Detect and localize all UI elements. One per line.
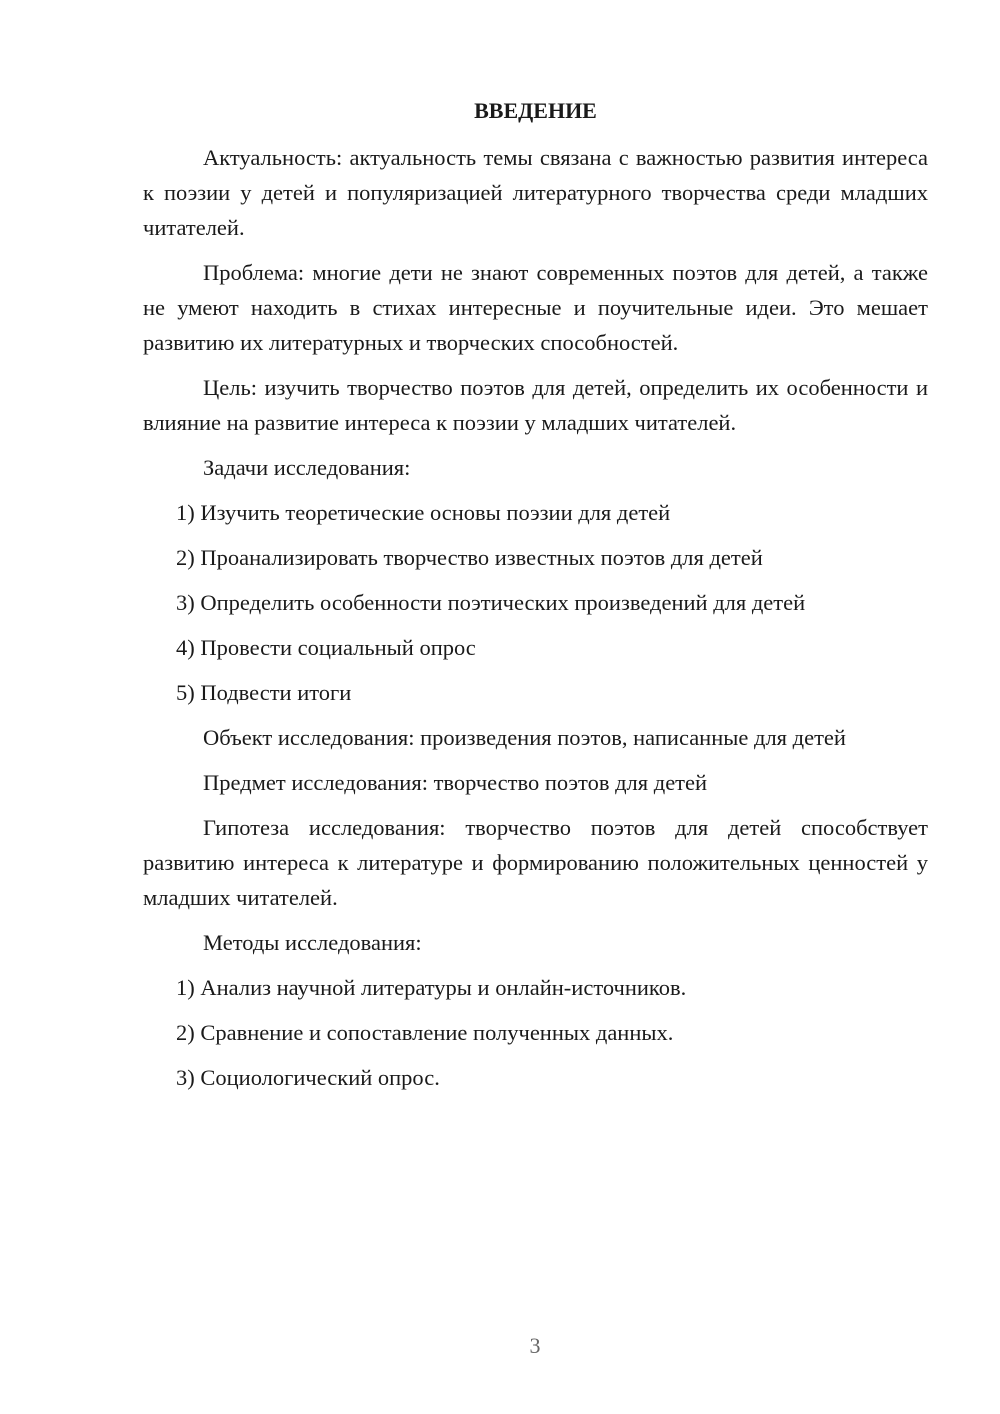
methods-heading: Методы исследования: — [203, 930, 422, 955]
section-title: ВВЕДЕНИЕ — [474, 98, 597, 123]
list-item: 5) Подвести итоги — [176, 680, 352, 705]
goal-paragraph: Цель: изучить творчество поэтов для детей, определить их особенности и влияние на развитие интереса к поэзии у младших читателей. — [143, 375, 928, 435]
page-content — [143, 96, 928, 1105]
list-item: 3) Определить особенности поэтических произведений для детей — [176, 590, 806, 615]
hypothesis-paragraph: Гипотеза исследования: творчество поэтов для детей способствует развитию интереса к литературе и формированию положительных ценностей у младших читателей. — [143, 815, 928, 910]
subject-paragraph: Предмет исследования: творчество поэтов для детей — [203, 770, 708, 795]
object-paragraph: Объект исследования: произведения поэтов, написанные для детей — [203, 725, 846, 750]
relevance-paragraph: Актуальность: актуальность темы связана с важностью развития интереса к поэзии у детей и популяризацией литературного творчества среди младших читателей. — [143, 145, 928, 240]
tasks-heading: Задачи исследования: — [203, 455, 411, 480]
page-number: 3 — [529, 1333, 541, 1358]
list-item: 2) Проанализировать творчество известных поэтов для детей — [176, 545, 763, 570]
list-item: 4) Провести социальный опрос — [176, 635, 476, 660]
list-item: 1) Анализ научной литературы и онлайн-источников. — [176, 975, 687, 1000]
list-item: 2) Сравнение и сопоставление полученных данных. — [176, 1020, 674, 1045]
list-item: 3) Социологический опрос. — [176, 1065, 440, 1090]
problem-paragraph: Проблема: многие дети не знают современных поэтов для детей, а также не умеют находить в стихах интересные и поучительные идеи. Это мешает развитию их литературных и творческих способностей. — [143, 260, 928, 355]
list-item: 1) Изучить теоретические основы поэзии для детей — [176, 500, 671, 525]
